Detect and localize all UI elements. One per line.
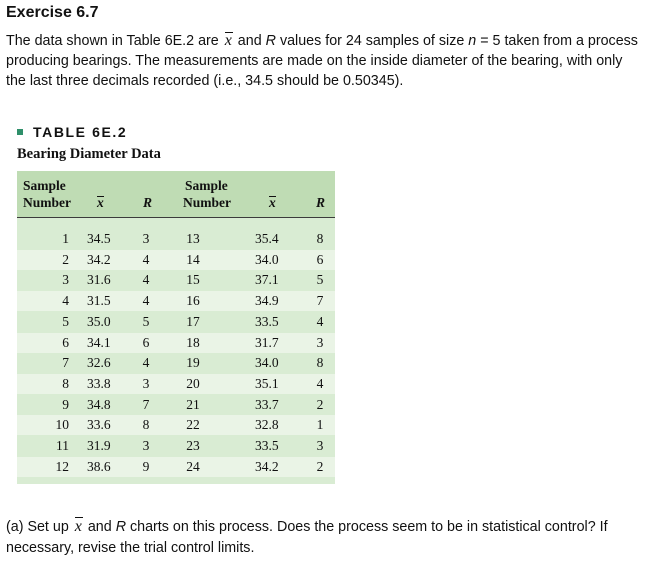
x-bar-value: 34.2 <box>255 458 279 474</box>
x-bar-value: 34.9 <box>255 293 279 309</box>
r-value: 2 <box>316 458 324 474</box>
bearing-data-table <box>17 171 335 484</box>
table-caption: Bearing Diameter Data <box>17 146 161 162</box>
x-bar-value: 35.0 <box>87 313 111 329</box>
sample-number: 6 <box>62 334 69 350</box>
x-bar-value: 33.6 <box>87 417 111 433</box>
table-bullet-icon <box>17 129 23 135</box>
sample-number: 23 <box>186 438 200 453</box>
header-xbar-right: x <box>269 195 276 210</box>
question-text-1: (a) Set up <box>6 519 73 535</box>
table-header <box>17 171 335 218</box>
x-bar-value: 35.4 <box>255 231 279 246</box>
sample-number: 24 <box>186 458 200 474</box>
table-row <box>17 415 335 435</box>
sample-number: 17 <box>186 313 200 329</box>
x-bar-value: 31.5 <box>87 293 111 309</box>
header-r-right: R <box>316 195 326 210</box>
x-bar-value: 34.0 <box>255 355 279 371</box>
x-bar-value: 33.5 <box>255 313 279 329</box>
r-value: 2 <box>316 396 324 412</box>
r-value: 4 <box>142 293 150 309</box>
table-label-text: TABLE 6E.2 <box>33 124 128 140</box>
sample-number: 10 <box>55 417 69 433</box>
r-value: 6 <box>142 334 150 350</box>
sample-number: 21 <box>186 396 200 412</box>
r-value: 9 <box>142 458 150 474</box>
r-value: 3 <box>316 438 324 453</box>
table-label <box>17 124 127 140</box>
intro-text-4: = 5 taken from a process producing bearings. The measurements are made on the inside diameter of the bearing, with only the last three decimals recorded (i.e., 34.5 should be 0.50345). <box>6 33 638 89</box>
sample-number: 22 <box>186 417 200 433</box>
header-r-left: R <box>143 195 153 210</box>
table-row <box>17 333 335 353</box>
sample-number: 3 <box>62 272 69 288</box>
table-row <box>17 270 335 290</box>
header-sample-right: Sample <box>185 178 228 193</box>
x-bar-symbol: x <box>224 32 232 49</box>
r-symbol: R <box>265 33 276 49</box>
x-bar-value: 34.5 <box>87 231 111 246</box>
sample-number: 15 <box>186 272 200 288</box>
n-symbol: n <box>468 33 477 49</box>
intro-paragraph <box>6 31 642 91</box>
sample-number: 18 <box>186 334 200 350</box>
r-value: 7 <box>142 396 150 412</box>
table-row <box>17 374 335 394</box>
sample-number: 8 <box>62 375 69 391</box>
table-row <box>17 436 335 456</box>
x-bar-value: 34.2 <box>87 251 111 267</box>
sample-number: 20 <box>186 375 200 391</box>
intro-text-3: values for 24 samples of size <box>275 33 469 49</box>
table-row <box>17 312 335 332</box>
table-row <box>17 250 335 270</box>
sample-number: 12 <box>55 458 69 474</box>
sample-number: 4 <box>62 293 69 309</box>
header-number-right: Number <box>183 195 231 210</box>
header-number-left: Number <box>23 195 71 210</box>
sample-number: 16 <box>186 293 200 309</box>
sample-number: 1 <box>62 231 69 246</box>
intro-text-2: and <box>233 33 266 49</box>
r-value: 4 <box>142 251 150 267</box>
x-bar-value: 33.5 <box>255 438 279 453</box>
sample-number: 2 <box>62 251 69 267</box>
x-bar-value: 31.7 <box>255 334 279 350</box>
x-bar-value: 35.1 <box>255 375 279 391</box>
sample-number: 14 <box>186 251 200 267</box>
table-row <box>17 291 335 311</box>
r-value: 4 <box>316 375 324 391</box>
r-value: 4 <box>142 272 150 288</box>
r-value: 4 <box>316 313 324 329</box>
x-bar-value: 34.8 <box>87 396 111 412</box>
x-bar-value: 34.1 <box>87 334 111 350</box>
sample-number: 5 <box>62 313 69 329</box>
r-value: 5 <box>316 272 324 288</box>
r-symbol: R <box>115 519 127 535</box>
table-row <box>17 395 335 415</box>
r-value: 4 <box>142 355 150 371</box>
table-row <box>17 457 335 477</box>
r-value: 8 <box>142 417 150 433</box>
question-a <box>6 516 646 559</box>
x-bar-value: 34.0 <box>255 251 279 267</box>
r-value: 5 <box>142 313 150 329</box>
header-xbar-left: x <box>97 195 104 210</box>
sample-number: 9 <box>62 396 69 412</box>
x-bar-value: 32.8 <box>255 417 279 433</box>
r-value: 8 <box>316 355 324 371</box>
header-sample-left: Sample <box>23 178 66 193</box>
sample-number: 13 <box>186 231 200 246</box>
sample-number: 7 <box>62 355 69 371</box>
r-value: 3 <box>142 231 150 246</box>
x-bar-value: 37.1 <box>255 272 279 288</box>
sample-number: 19 <box>186 355 200 371</box>
r-value: 1 <box>316 417 324 433</box>
intro-text-1: The data shown in Table 6E.2 are <box>6 33 223 49</box>
table-row <box>17 353 335 373</box>
x-bar-value: 33.8 <box>87 375 111 391</box>
r-value: 3 <box>142 438 150 453</box>
r-value: 8 <box>316 231 324 246</box>
exercise-heading: Exercise 6.7 <box>6 4 99 21</box>
x-bar-value: 33.7 <box>255 396 279 412</box>
question-text-2: and <box>83 519 116 535</box>
r-value: 7 <box>316 293 324 309</box>
r-value: 6 <box>316 251 324 267</box>
x-bar-value: 31.6 <box>87 272 111 288</box>
x-bar-value: 31.9 <box>87 438 111 453</box>
x-bar-value: 38.6 <box>87 458 111 474</box>
x-bar-symbol: x <box>74 518 82 535</box>
r-value: 3 <box>316 334 324 350</box>
sample-number: 11 <box>56 438 69 453</box>
table-row <box>17 229 335 249</box>
r-value: 3 <box>142 375 150 391</box>
question-text-3: charts on this process. Does the process seem to be in statistical control? If necessary, revise the trial control limits. <box>6 519 608 556</box>
x-bar-value: 32.6 <box>87 355 111 371</box>
